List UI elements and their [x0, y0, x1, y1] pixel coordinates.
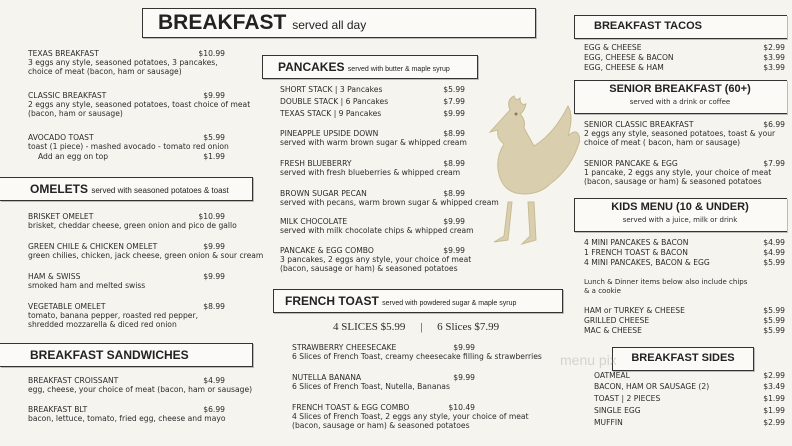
menu-item-price: $8.99 — [443, 159, 465, 168]
menu-item-price: $5.99 — [443, 85, 465, 94]
menu-item-name: TEXAS BREAKFAST — [28, 49, 99, 58]
menu-item-name: AVOCADO TOAST — [28, 133, 94, 142]
french-toast-subtitle: served with powdered sugar & maple syrup — [382, 300, 517, 307]
menu-item-desc: served with warm brown sugar & whipped cream — [280, 138, 467, 147]
slices-six: 6 Slices $7.99 — [437, 321, 500, 333]
menu-item-name: SINGLE EGG — [594, 406, 641, 415]
menu-item-price: $3.99 — [763, 63, 785, 72]
menu-item-name: BREAKFAST BLT — [28, 405, 88, 414]
senior-subtitle: served with a drink or coffee — [629, 98, 731, 106]
french-toast-slices — [333, 321, 499, 333]
menu-item-name: BROWN SUGAR PECAN — [280, 189, 367, 198]
menu-item-name: GREEN CHILE & CHICKEN OMELET — [28, 242, 158, 251]
breakfast-title-text: BREAKFAST — [158, 11, 287, 34]
menu-item-price: $7.99 — [443, 97, 465, 106]
pancakes-subtitle: served with butter & maple syrup — [347, 66, 450, 73]
menu-item-price: $5.99 — [763, 306, 785, 315]
menu-item-price: $9.99 — [443, 109, 465, 118]
menu-item-desc: egg, cheese, your choice of meat (bacon, ham or sausage) — [28, 385, 253, 394]
menu-item-price: $3.49 — [763, 382, 785, 391]
addon-price: $1.99 — [203, 152, 225, 161]
menu-item-desc: 6 Slices of French Toast, creamy cheesecake filling & strawberries — [292, 352, 542, 361]
menu-item-price: $4.99 — [763, 248, 785, 257]
menu-item-name: FRESH BLUEBERRY — [280, 159, 352, 168]
slices-separator: | — [420, 321, 423, 333]
menu-item-price: $9.99 — [203, 91, 225, 100]
menu-item-price: $10.49 — [448, 403, 475, 412]
menu-item-name: BRISKET OMELET — [28, 212, 94, 221]
menu-item-price: $2.99 — [763, 371, 785, 380]
menu-item-desc: bacon, lettuce, tomato, fried egg, cheese and mayo — [28, 414, 226, 423]
menu-item-desc: brisket, cheddar cheese, green onion and pico de gallo — [28, 221, 237, 230]
menu-item-name: SENIOR CLASSIC BREAKFAST — [584, 120, 694, 129]
menu-item-price: $4.99 — [763, 238, 785, 247]
kids-note: & a cookie — [584, 287, 621, 295]
watermark: menu pix — [560, 352, 617, 368]
menu-item-desc: 4 Slices of French Toast, 2 eggs any style, your choice of meat — [292, 412, 529, 421]
menu-item-name: EGG, CHEESE & BACON — [584, 53, 674, 62]
menu-item-desc: (bacon, sausage or ham) & seasoned potatoes — [584, 177, 762, 186]
menu-item-name: 4 MINI PANCAKES & BACON — [584, 238, 689, 247]
menu-item-price: $5.99 — [763, 326, 785, 335]
menu-item-price: $2.99 — [763, 418, 785, 427]
rooster-icon — [470, 90, 580, 250]
french-toast-title — [285, 294, 516, 308]
menu-item-price: $10.99 — [198, 49, 225, 58]
menu-item-price: $8.99 — [443, 129, 465, 138]
french-toast-title-text: FRENCH TOAST — [285, 294, 379, 308]
menu-item-price: $5.99 — [203, 133, 225, 142]
menu-item-desc: served with fresh blueberries & whipped cream — [280, 168, 461, 177]
kids-subtitle: served with a juice, milk or drink — [622, 216, 738, 224]
menu-item-price: $6.99 — [203, 405, 225, 414]
breakfast-subtitle: served all day — [292, 18, 367, 32]
tacos-title: BREAKFAST TACOS — [594, 20, 702, 32]
menu-item-name: NUTELLA BANANA — [292, 373, 362, 382]
sides-title: BREAKFAST SIDES — [631, 352, 735, 364]
menu-item-price: $9.99 — [453, 343, 475, 352]
omelets-title — [30, 182, 229, 196]
menu-item-desc: smoked ham and melted swiss — [28, 281, 146, 290]
menu-item-desc: tomato, banana pepper, roasted red pepper, — [28, 311, 198, 320]
kids-title: KIDS MENU (10 & UNDER) — [611, 201, 749, 213]
menu-item-name: SENIOR PANCAKE & EGG — [584, 159, 678, 168]
menu-item-desc: (bacon, sausage or ham) & seasoned potatoes — [292, 421, 470, 430]
menu-item-price: $5.99 — [763, 316, 785, 325]
menu-item-desc: 2 eggs any style, seasoned potatoes, toast & your — [584, 129, 776, 138]
menu-item-name: CLASSIC BREAKFAST — [28, 91, 107, 100]
omelets-title-text: OMELETS — [30, 182, 89, 196]
menu-item-name: STRAWBERRY CHEESECAKE — [292, 343, 397, 352]
menu-item-price: $8.99 — [443, 189, 465, 198]
menu-item-price: $4.99 — [203, 376, 225, 385]
menu-item-name: PANCAKE & EGG COMBO — [280, 246, 374, 255]
menu-item-desc: 3 eggs any style, seasoned potatoes, 3 pancakes, — [28, 58, 218, 67]
menu-item-price: $9.99 — [453, 373, 475, 382]
menu-item-name: 4 MINI PANCAKES, BACON & EGG — [584, 258, 710, 267]
menu-item-name: 1 FRENCH TOAST & BACON — [584, 248, 688, 257]
menu-item-name: MAC & CHEESE — [584, 326, 642, 335]
menu-item-desc: served with pecans, warm brown sugar & whipped cream — [280, 198, 499, 207]
breakfast-title — [158, 11, 366, 35]
menu-item-name: VEGETABLE OMELET — [28, 302, 106, 311]
menu-item-name: OATMEAL — [594, 371, 630, 380]
addon-label: Add an egg on top — [38, 152, 109, 161]
menu-item-desc: toast (1 piece) - mashed avocado - tomato red onion — [28, 142, 229, 151]
menu-item-desc: served with milk chocolate chips & whipped cream — [280, 226, 474, 235]
menu-item-price: $9.99 — [203, 242, 225, 251]
sandwiches-title: BREAKFAST SANDWICHES — [30, 348, 189, 362]
menu-item-name: GRILLED CHEESE — [584, 316, 650, 325]
menu-item-name: BACON, HAM OR SAUSAGE (2) — [594, 382, 710, 391]
menu-item-name: TEXAS STACK | 9 Pancakes — [280, 109, 382, 118]
menu-item-name: TOAST | 2 PIECES — [594, 394, 661, 403]
menu-item-desc: (bacon, sausage or ham) & seasoned potatoes — [280, 264, 458, 273]
menu-item-name: BREAKFAST CROISSANT — [28, 376, 119, 385]
menu-item-price: $7.99 — [763, 159, 785, 168]
menu-item-desc: 1 pancake, 2 eggs any style, your choice of meat — [584, 168, 772, 177]
menu-item-price: $10.99 — [198, 212, 225, 221]
pancakes-title-text: PANCAKES — [278, 60, 345, 74]
menu-item-price: $6.99 — [763, 120, 785, 129]
menu-item-name: HAM or TURKEY & CHEESE — [584, 306, 685, 315]
menu-item-price: $1.99 — [763, 406, 785, 415]
menu-item-name: MUFFIN — [594, 418, 623, 427]
menu-item-price: $2.99 — [763, 43, 785, 52]
menu-item-desc: (bacon, ham or sausage) — [28, 109, 123, 118]
menu-item-name: SHORT STACK | 3 Pancakes — [280, 85, 383, 94]
menu-item-desc: choice of meat (bacon, ham or sausage) — [28, 67, 182, 76]
menu-item-price: $1.99 — [763, 394, 785, 403]
pancakes-title — [278, 60, 450, 74]
menu-item-name: EGG, CHEESE & HAM — [584, 63, 664, 72]
menu-item-price: $8.99 — [203, 302, 225, 311]
senior-title: SENIOR BREAKFAST (60+) — [609, 83, 751, 95]
menu-item-price: $5.99 — [763, 258, 785, 267]
menu-item-name: EGG & CHEESE — [584, 43, 642, 52]
kids-note: Lunch & Dinner items below also include chips — [584, 278, 748, 286]
menu-item-price: $9.99 — [203, 272, 225, 281]
menu-item-desc: green chilies, chicken, jack cheese, green onion & sour cream — [28, 251, 264, 260]
menu-item-desc: choice of meat ( bacon, ham or sausage) — [584, 138, 741, 147]
menu-item-desc: 2 eggs any style, seasoned potatoes, toast choice of meat — [28, 100, 251, 109]
slices-four: 4 SLICES $5.99 — [333, 321, 406, 333]
menu-item-price: $9.99 — [443, 246, 465, 255]
menu-item-name: PINEAPPLE UPSIDE DOWN — [280, 129, 379, 138]
omelets-subtitle: served with seasoned potatoes & toast — [91, 186, 229, 195]
menu-item-name: MILK CHOCOLATE — [280, 217, 348, 226]
menu-item-name: HAM & SWISS — [28, 272, 81, 281]
menu-item-desc: shredded mozzarella & diced red onion — [28, 320, 177, 329]
menu-item-price: $3.99 — [763, 53, 785, 62]
menu-item-name: DOUBLE STACK | 6 Pancakes — [280, 97, 389, 106]
menu-item-desc: 6 Slices of French Toast, Nutella, Bananas — [292, 382, 450, 391]
menu-item-name: FRENCH TOAST & EGG COMBO — [292, 403, 410, 412]
menu-item-price: $9.99 — [443, 217, 465, 226]
menu-item-desc: 3 pancakes, 2 eggs any style, your choice of meat — [280, 255, 472, 264]
